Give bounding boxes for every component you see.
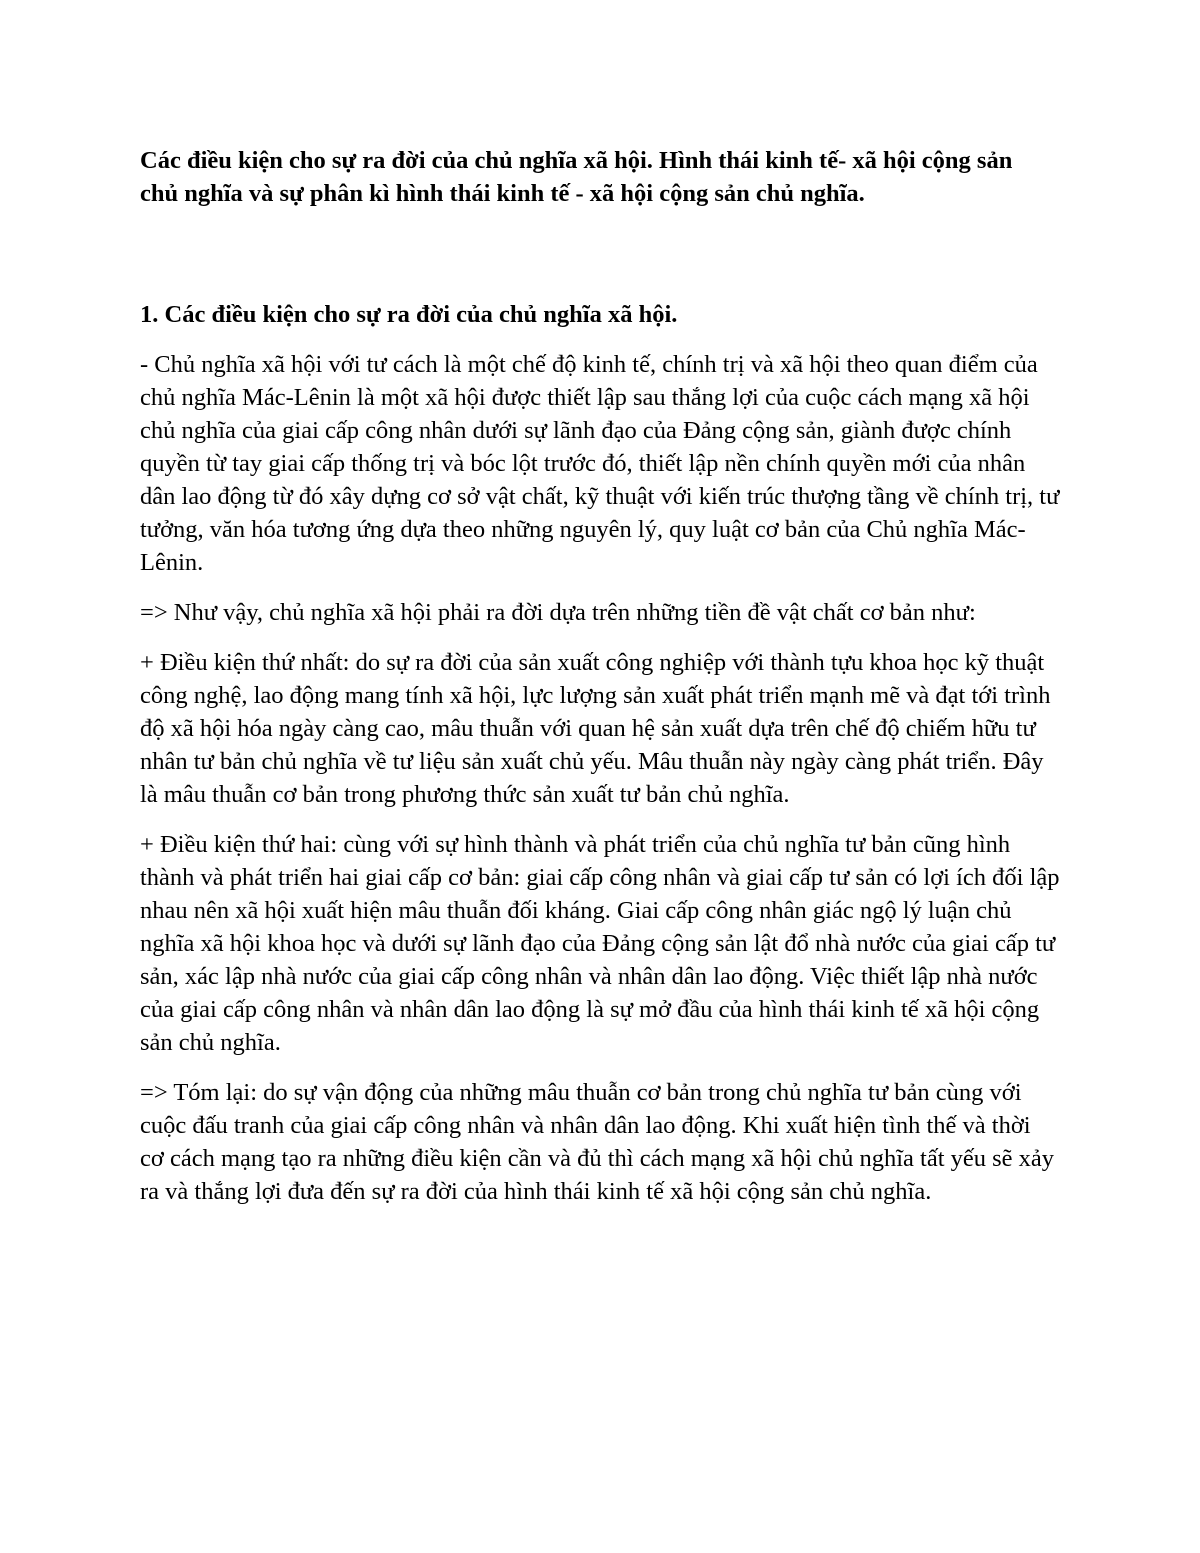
paragraph-definition: - Chủ nghĩa xã hội với tư cách là một chế độ kinh tế, chính trị và xã hội theo quan điểm của chủ nghĩa Mác-Lênin là một xã hội được thiết lập sau thắng lợi của cuộc cách mạng xã hội chủ nghĩa của giai cấp công nhân dưới sự lãnh đạo của Đảng cộng sản, giành được chính quyền từ tay giai cấp thống trị và bóc lột trước đó, thiết lập nền chính quyền mới của nhân dân lao động từ đó xây dựng cơ sở vật chất, kỹ thuật với kiến trúc thượng tầng về chính trị, tư tưởng, văn hóa tương ứng dựa theo những nguyên lý, quy luật cơ bản của Chủ nghĩa Mác-Lênin.: [140, 351, 1060, 576]
paragraph-condition-two: + Điều kiện thứ hai: cùng với sự hình thành và phát triển của chủ nghĩa tư bản cũng hình thành và phát triển hai giai cấp cơ bản: giai cấp công nhân và giai cấp tư sản có lợi ích đối lập nhau nên xã hội xuất hiện mâu thuẫn đối kháng. Giai cấp công nhân giác ngộ lý luận chủ nghĩa xã hội khoa học và dưới sự lãnh đạo của Đảng cộng sản lật đổ nhà nước của giai cấp tư sản, xác lập nhà nước của giai cấp công nhân và nhân dân lao động. Việc thiết lập nhà nước của giai cấp công nhân và nhân dân lao động là sự mở đầu của hình thái kinh tế xã hội cộng sản chủ nghĩa.: [140, 831, 1060, 1056]
paragraph-conclusion-intro: => Như vậy, chủ nghĩa xã hội phải ra đời dựa trên những tiền đề vật chất cơ bản như:: [140, 599, 976, 626]
paragraph-summary: => Tóm lại: do sự vận động của những mâu thuẫn cơ bản trong chủ nghĩa tư bản cùng với cuộc đấu tranh của giai cấp công nhân và nhân dân lao động. Khi xuất hiện tình thế và thời cơ cách mạng tạo ra những điều kiện cần và đủ thì cách mạng xã hội chủ nghĩa tất yếu sẽ xảy ra và thắng lợi đưa đến sự ra đời của hình thái kinh tế xã hội cộng sản chủ nghĩa.: [140, 1079, 1055, 1205]
section-heading: 1. Các điều kiện cho sự ra đời của chủ nghĩa xã hội.: [140, 301, 678, 328]
document-title: Các điều kiện cho sự ra đời của chủ nghĩa xã hội. Hình thái kinh tế- xã hội cộng sản chủ nghĩa và sự phân kì hình thái kinh tế - xã hội cộng sản chủ nghĩa.: [140, 147, 1013, 207]
paragraph-condition-one: + Điều kiện thứ nhất: do sự ra đời của sản xuất công nghiệp với thành tựu khoa học kỹ thuật công nghệ, lao động mang tính xã hội, lực lượng sản xuất phát triển mạnh mẽ và đạt tới trình độ xã hội hóa ngày càng cao, mâu thuẫn với quan hệ sản xuất dựa trên chế độ chiếm hữu tư nhân tư bản chủ nghĩa về tư liệu sản xuất chủ yếu. Mâu thuẫn này ngày càng phát triển. Đây là mâu thuẫn cơ bản trong phương thức sản xuất tư bản chủ nghĩa.: [140, 649, 1051, 808]
